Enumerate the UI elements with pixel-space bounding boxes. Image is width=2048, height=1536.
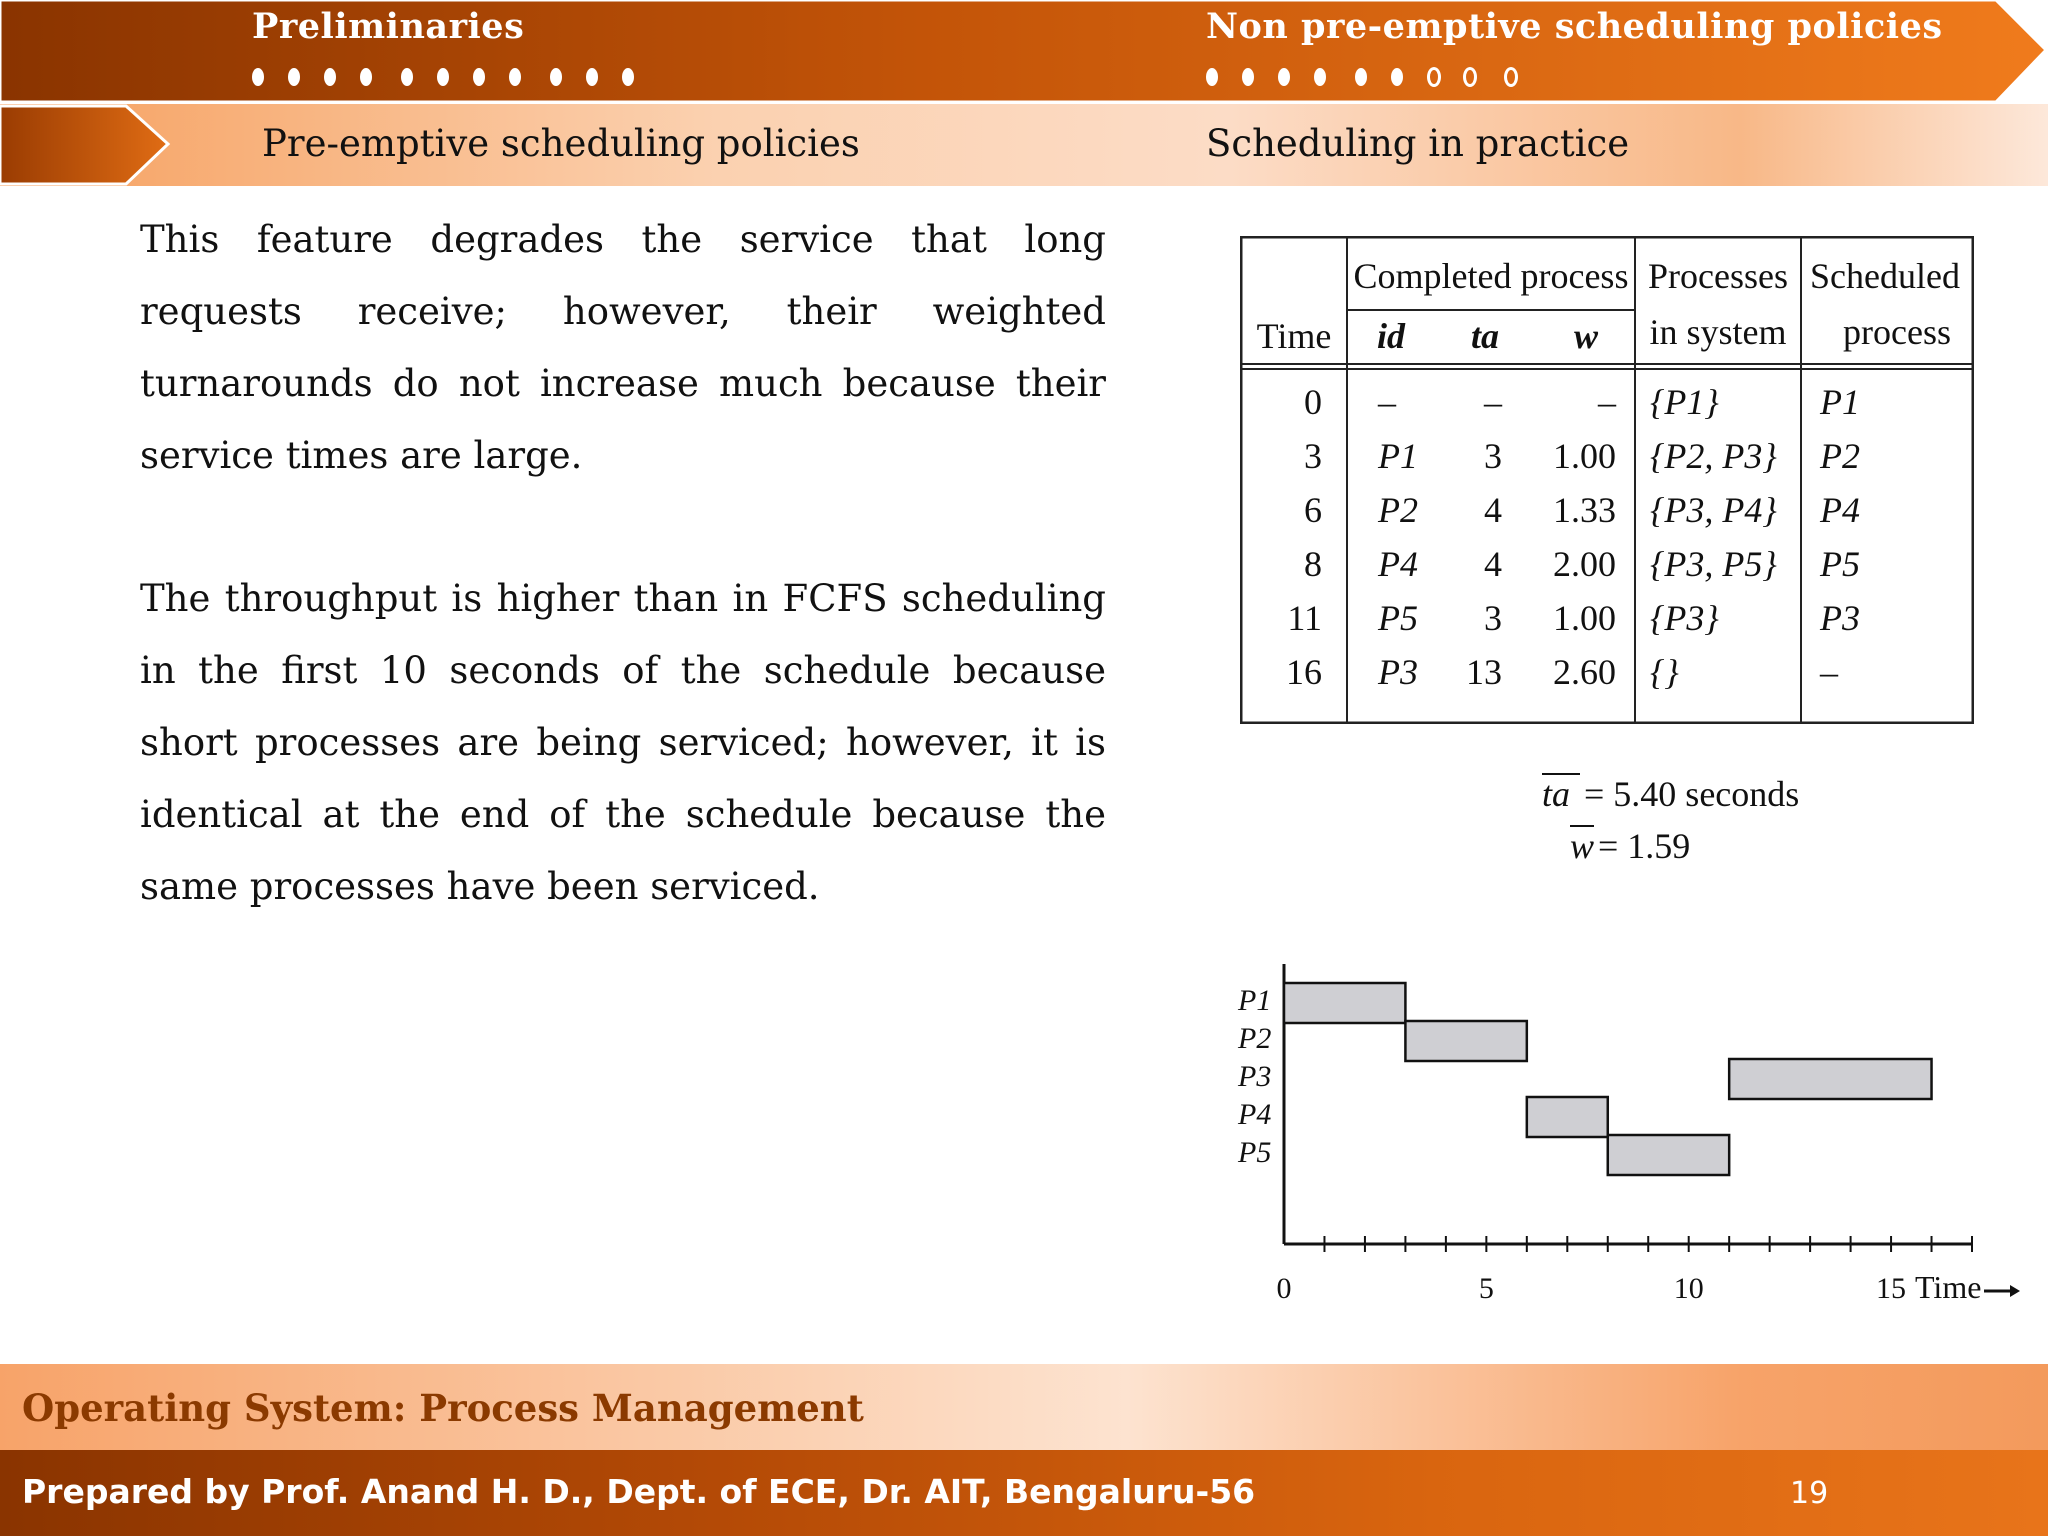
nav-right-dot[interactable] [1427,67,1441,87]
table-cell-scheduled: – [1820,652,1838,692]
average-ta-label: ta [1542,774,1571,814]
scheduling-table [1240,236,1974,724]
table-cell-ta: 3 [1484,598,1502,638]
nav-left-dot[interactable] [550,68,562,86]
gantt-x-label: Time [1915,1269,1982,1305]
nav-left-dot[interactable] [288,68,300,86]
table-cell-w: 2.60 [1553,652,1616,692]
table-cell-w: 1.00 [1553,598,1616,638]
gantt-process-label: P1 [1238,984,1272,1017]
table-cell-in-system: {P1} [1650,382,1719,422]
subsection-scheduling-in-practice[interactable]: Scheduling in practice [1206,122,1630,165]
nav-left-dot[interactable] [360,68,372,86]
table-cell-time: 0 [1304,382,1322,422]
table-cell-in-system: {} [1650,652,1679,692]
table-cell-scheduled: P2 [1820,436,1860,476]
table-cell-ta: 4 [1484,544,1502,584]
header-ta: ta [1470,316,1500,356]
header-w: w [1573,316,1599,356]
table-cell-in-system: {P3} [1650,598,1719,638]
gantt-bar-p2 [1405,1021,1526,1061]
table-cell-time: 8 [1304,544,1322,584]
header-scheduled-line2: process [1843,312,1951,352]
footer-course-title: Operating System: Process Management [22,1386,864,1430]
nav-right-dot[interactable] [1504,67,1518,87]
gantt-tick-label: 0 [1276,1272,1292,1305]
gantt-tick-label: 5 [1478,1272,1494,1305]
section-navigation-bar [0,0,2048,104]
table-cell-id: P2 [1378,490,1418,530]
nav-left-dot[interactable] [622,68,634,86]
gantt-tick-label: 10 [1673,1272,1704,1305]
nav-right-dot[interactable] [1242,68,1254,86]
header-time: Time [1256,316,1332,356]
table-cell-in-system: {P2, P3} [1650,436,1777,476]
table-cell-scheduled: P1 [1820,382,1860,422]
paragraph-weighted-turnaround: This feature degrades the service that long requests receive; however, their weighted turnarounds do not increase much because their service times are large. [140,218,1106,477]
nav-right-dot[interactable] [1355,68,1367,86]
nav-section-non-preemptive[interactable]: Non pre-emptive scheduling policies [1206,6,1943,47]
footer-title-band [0,1364,2048,1450]
table-body [1286,382,1860,692]
table-cell-id: P5 [1378,598,1418,638]
nav-right-dot[interactable] [1278,68,1290,86]
table-cell-ta: – [1484,382,1502,422]
header-processes-line1: Processes [1648,256,1788,296]
header-processes-line2: in system [1649,312,1787,352]
header-scheduled-line1: Scheduled [1810,256,1960,296]
gantt-x-arrow [1984,1285,2020,1297]
table-cell-w: 2.00 [1553,544,1616,584]
nav-section-preliminaries[interactable]: Preliminaries [252,6,525,47]
nav-right-dot[interactable] [1206,68,1218,86]
table-cell-id: – [1378,382,1396,422]
gantt-process-label: P3 [1238,1060,1272,1093]
table-cell-scheduled: P5 [1820,544,1860,584]
table-cell-id: P1 [1378,436,1418,476]
gantt-bar-p5 [1608,1135,1729,1175]
gantt-process-label: P2 [1238,1022,1272,1055]
average-w-value: = 1.59 [1598,826,1691,866]
table-cell-in-system: {P3, P4} [1650,490,1777,530]
gantt-bar-p1 [1284,983,1405,1023]
paragraph-throughput: The throughput is higher than in FCFS scheduling in the first 10 seconds of the schedule because short processes are being serviced; however, it is identical at the end of the schedule because the same processes have been serviced. [140,577,1106,908]
averages-block [1500,760,1840,880]
table-cell-ta: 4 [1484,490,1502,530]
nav-left-dot[interactable] [437,68,449,86]
table-cell-scheduled: P4 [1820,490,1860,530]
nav-right-dot[interactable] [1314,68,1326,86]
table-cell-time: 11 [1287,598,1322,638]
table-cell-w: – [1598,382,1616,422]
table-cell-id: P3 [1378,652,1418,692]
nav-left-dot[interactable] [509,68,521,86]
nav-left-dot[interactable] [324,68,336,86]
page-number: 19 [1790,1476,1829,1511]
nav-left-dot[interactable] [252,68,264,86]
subsection-preemptive[interactable]: Pre-emptive scheduling policies [262,122,860,165]
subsection-navigation-bar [0,104,2048,186]
table-cell-time: 6 [1304,490,1322,530]
footer-author-credit: Prepared by Prof. Anand H. D., Dept. of ECE, Dr. AIT, Bengaluru-56 [22,1472,1256,1511]
nav-left-dot[interactable] [586,68,598,86]
table-cell-time: 16 [1286,652,1322,692]
gantt-bar-p4 [1527,1097,1608,1137]
gantt-process-label: P4 [1238,1098,1272,1131]
nav-left-dot[interactable] [473,68,485,86]
table-cell-w: 1.33 [1553,490,1616,530]
table-cell-ta: 3 [1484,436,1502,476]
gantt-tick-label: 15 [1876,1272,1907,1305]
table-cell-ta: 13 [1466,652,1502,692]
gantt-bar-p3 [1729,1059,1931,1099]
footer-credit-bar [0,1450,2048,1536]
table-cell-w: 1.00 [1553,436,1616,476]
table-cell-time: 3 [1304,436,1322,476]
nav-right-dot[interactable] [1391,68,1403,86]
table-cell-id: P4 [1378,544,1418,584]
average-ta-value: = 5.40 seconds [1584,774,1800,814]
gantt-chart [1220,950,2020,1320]
header-id: id [1376,316,1406,356]
gantt-process-label: P5 [1238,1136,1272,1169]
nav-left-dot[interactable] [401,68,413,86]
table-cell-in-system: {P3, P5} [1650,544,1777,584]
average-w-label: w [1570,826,1595,866]
nav-right-dot[interactable] [1463,67,1477,87]
table-cell-scheduled: P3 [1820,598,1860,638]
header-completed-process: Completed process [1353,256,1629,296]
